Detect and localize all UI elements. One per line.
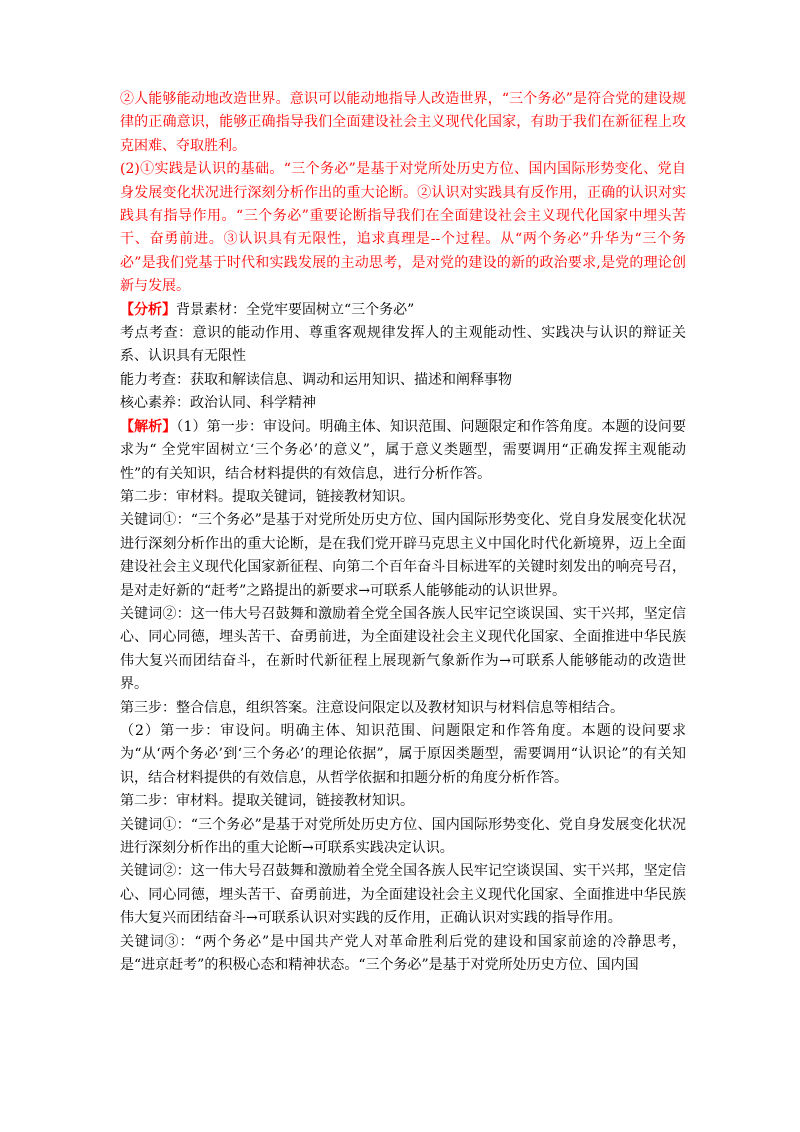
paragraph [120,369,686,392]
paragraph-text: （1）第一步：审设问。明确主体、知识范围、问题限定和作答角度。本题的设问要求为“ 全党牢固树立‘三个务必’的意义”，属于意义类题型，需要调用“正确发挥主观能动性”的有关知识，结合材料提供的有效信息，进行分析作答。 [120,418,687,482]
paragraph [120,509,686,603]
paragraph-text: 能力考查：获取和解读信息、调动和运用知识、描述和阐释事物 [120,371,512,388]
paragraph-text: 第二步：审材料。提取关键词，链接教材知识。 [120,793,414,810]
paragraph [120,603,686,697]
paragraph-text: 背景素材：全党牢要固树立“三个务必” [176,301,415,318]
paragraph-text: 关键词①：“三个务必”是基于对党所处历史方位、国内国际形势变化、党自身发展变化状况进行深刻分析作出的重大论断→可联系实践决定认识。 [120,816,686,856]
paragraph-text: （2）第一步：审设问。明确主体、知识范围、问题限定和作答角度。本题的设问要求为“从‘两个务必’到‘三个务必’的理论依据”，属于原因类题型，需要调用“认识论”的有关知识，结合材料提供的有效信息，从哲学依据和扣题分析的角度分析作答。 [120,722,686,786]
paragraph-text: 关键词③：“两个务必”是中国共产党人对革命胜利后党的建设和国家前途的冷静思考，是“进京赶考”的积极心态和精神状态。“三个务必”是基于对党所处历史方位、国内国 [120,933,686,974]
paragraph [120,860,686,930]
document-page [120,88,686,977]
paragraph [120,158,686,298]
paragraph [120,720,686,790]
section-label: 【解析】 [120,418,177,435]
paragraph [120,697,686,720]
paragraph-text: 核心素养：政治认同、科学精神 [120,395,316,412]
paragraph [120,931,686,978]
paragraph-text: 关键词②：这一伟大号召鼓舞和激励着全党全国各族人民牢记空谈误国、实干兴邦，坚定信心、同心同德，埋头苦干、奋勇前进，为全面建设社会主义现代化国家、全面推进中华民族伟大复兴而团结奋斗→可联系认识对实践的反作用，正确认识对实践的指导作用。 [120,863,686,927]
paragraph [120,299,686,322]
paragraph [120,814,686,861]
paragraph [120,322,686,369]
paragraph [120,416,686,486]
paragraph-text: 关键词①：“三个务必”是基于对党所处历史方位、国内国际形势变化、党自身发展变化状况进行深刻分析作出的重大论断，是在我们党开辟马克思主义中国化时代化新境界，迈上全面建设社会主义现代化国家新征程、向第二个百年奋斗目标进军的关键时刻发出的响亮号召，是对走好新的“赶考”之路提出的新要求→可联系人能够能动的认识世界。 [120,512,686,599]
paragraph-text: 第三步：整合信息，组织答案。注意设问限定以及教材知识与材料信息等相结合。 [120,699,624,716]
paragraph [120,88,686,158]
paragraph-text: ②人能够能动地改造世界。意识可以能动地指导人改造世界，“三个务必”是符合党的建设规律的正确意识，能够正确指导我们全面建设社会主义现代化国家，有助于我们在新征程上攻克困难、夺取胜利。 [120,91,686,154]
paragraph-text: 考点考查：意识的能动作用、尊重客观规律发挥人的主观能动性、实践决与认识的辩证关系、认识具有无限性 [120,325,686,365]
paragraph-text: 第二步：审材料。提取关键词，链接教材知识。 [120,488,414,505]
section-label: 【分析】 [120,301,176,318]
paragraph [120,486,686,509]
paragraph [120,392,686,415]
paragraph-text: (2)①实践是认识的基础。“三个务必”是基于对党所处历史方位、国内国际形势变化、党自身发展变化状况进行深刻分析作出的重大论断。②认识对实践具有反作用，正确的认识对实践具有指导作用。“三个务必”重要论断指导我们在全面建设社会主义现代化国家中埋头苦干、奋勇前进。③认识具有无限性，追求真理是--个过程。从“两个务必”升华为“三个务必”是我们党基于时代和实践发展的主动思考，是对党的建设的新的政治要求,是党的理论创新与发展。 [120,161,686,295]
paragraph-text: 关键词②：这一伟大号召鼓舞和激励着全党全国各族人民牢记空谈误国、实干兴邦，坚定信心、同心同德，埋头苦干、奋勇前进，为全面建设社会主义现代化国家、全面推进中华民族伟大复兴而团结奋斗，在新时代新征程上展现新气象新作为→可联系人能够能动的改造世界。 [120,605,686,693]
paragraph [120,790,686,813]
